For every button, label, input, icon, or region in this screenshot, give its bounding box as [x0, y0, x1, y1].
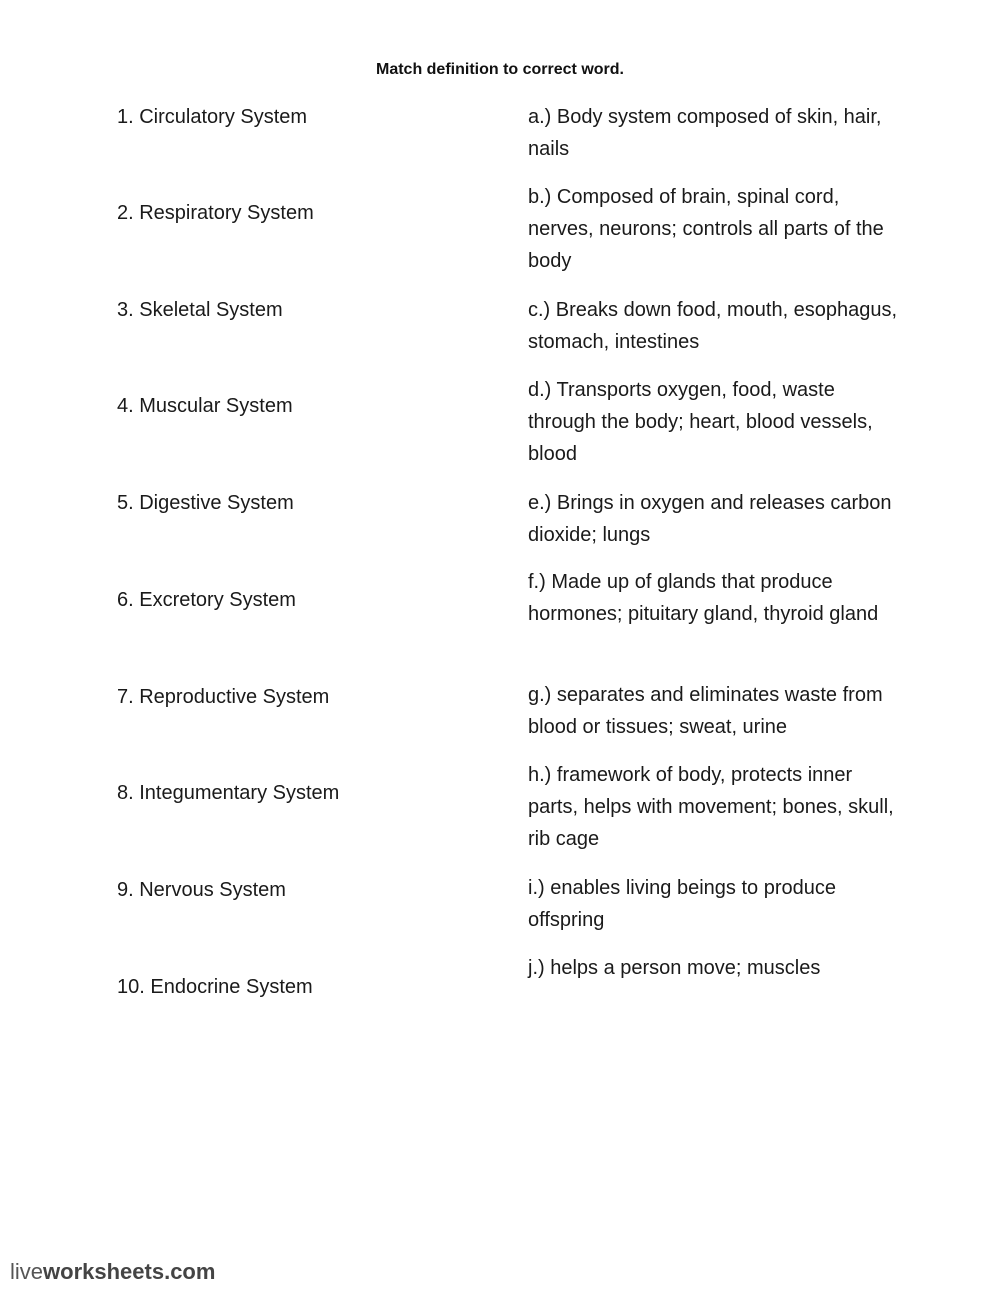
- definition-d: d.) Transports oxygen, food, waste through the body; heart, blood vessels, blood: [528, 379, 873, 465]
- logo-worksheets-text: worksheets: [43, 1259, 165, 1284]
- definition-f: f.) Made up of glands that produce hormones; pituitary gland, thyroid gland: [528, 571, 879, 625]
- term-7: 7. Reproductive System: [117, 686, 330, 708]
- term-2: 2. Respiratory System: [117, 202, 314, 224]
- logo-live-text: live: [10, 1259, 44, 1284]
- definition-e: e.) Brings in oxygen and releases carbon dioxide; lungs: [528, 492, 892, 546]
- term-8: 8. Integumentary System: [117, 782, 340, 804]
- definition-h: h.) framework of body, protects inner parts, helps with movement; bones, skull, rib cage: [528, 764, 894, 850]
- definition-g: g.) separates and eliminates waste from blood or tissues; sweat, urine: [528, 684, 883, 738]
- term-3: 3. Skeletal System: [117, 299, 283, 321]
- definition-j: j.) helps a person move; muscles: [528, 957, 821, 979]
- logo-tld-text: .com: [164, 1259, 216, 1284]
- term-1: 1. Circulatory System: [117, 106, 308, 128]
- definition-c: c.) Breaks down food, mouth, esophagus, stomach, intestines: [528, 299, 898, 353]
- definition-i: i.) enables living beings to produce offspring: [528, 877, 836, 931]
- term-10: 10. Endocrine System: [117, 976, 313, 998]
- liveworksheets-logo: [10, 1259, 215, 1285]
- term-9: 9. Nervous System: [117, 879, 286, 901]
- term-4: 4. Muscular System: [117, 395, 293, 417]
- term-5: 5. Digestive System: [117, 492, 294, 514]
- definition-a: a.) Body system composed of skin, hair, nails: [528, 106, 882, 160]
- term-6: 6. Excretory System: [117, 589, 296, 611]
- worksheet-title: Match definition to correct word.: [375, 61, 624, 78]
- definition-b: b.) Composed of brain, spinal cord, nerves, neurons; controls all parts of the body: [528, 186, 884, 272]
